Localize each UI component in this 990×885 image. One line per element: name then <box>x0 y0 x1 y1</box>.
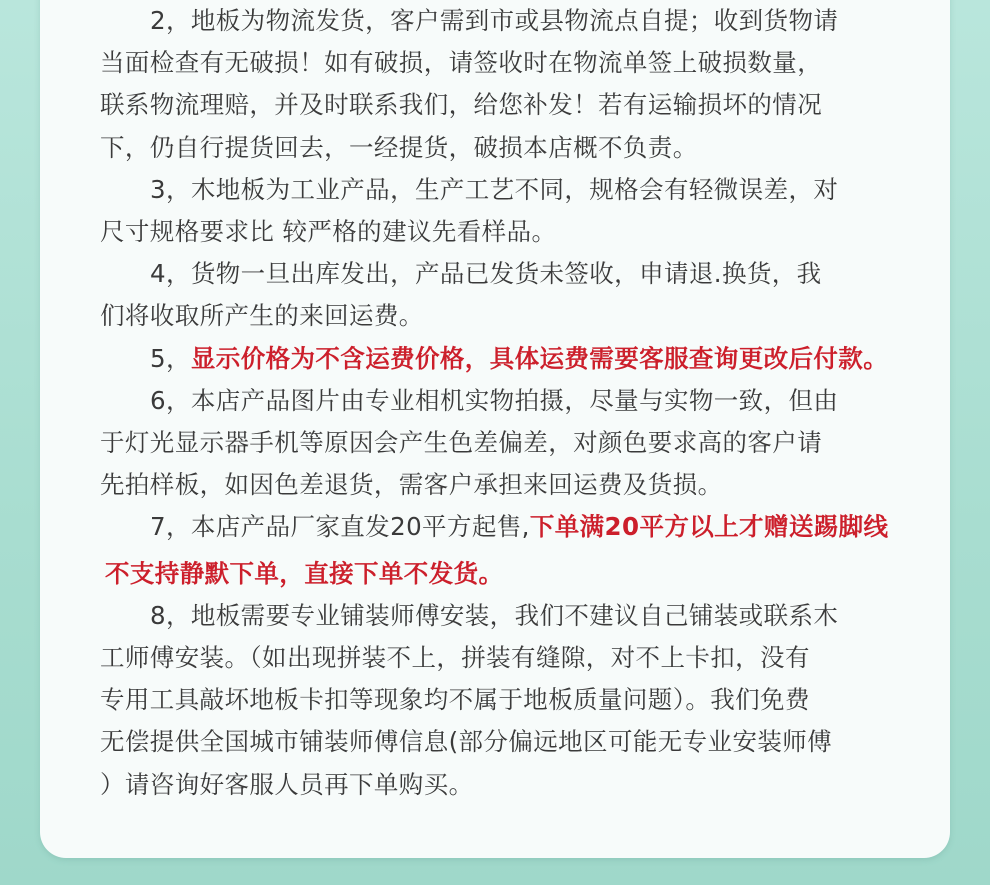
notice-item-2 <box>100 0 900 169</box>
notice-item-5 <box>100 338 900 380</box>
text-line: 下，仍自行提货回去，一经提货，破损本店概不负责。 <box>100 132 698 162</box>
notice-item-8 <box>100 595 900 806</box>
highlight-text-line: 不支持静默下单，直接下单不发货。 <box>105 558 504 588</box>
text-line <box>100 506 900 548</box>
highlight-text: 显示价格为不含运费价格，具体运费需要客服查询更改后付款。 <box>190 343 889 373</box>
text-line: 们将收取所产生的来回运费。 <box>100 301 424 331</box>
highlight-text: 下单满20平方以上才赠送踢脚线 <box>529 512 889 542</box>
notice-item-3 <box>100 169 900 253</box>
text-line: 联系物流理赔，并及时联系我们，给您补发！若有运输损坏的情况 <box>100 90 823 120</box>
item-prefix: 7，本店产品厂家直发20平方起售, <box>150 512 530 542</box>
text-line: 6，本店产品图片由专业相机实物拍摄，尽量与实物一致，但由 <box>150 385 839 415</box>
notice-text <box>100 0 900 806</box>
text-line: 无偿提供全国城市铺装师傅信息(部分偏远地区可能无专业安装师傅 <box>100 727 833 757</box>
text-line: 8，地板需要专业铺装师傅安装，我们不建议自己铺装或联系木 <box>150 600 839 630</box>
text-line: 尺寸规格要求比 较严格的建议先看样品。 <box>100 217 557 247</box>
text-line: 当面检查有无破损！如有破损，请签收时在物流单签上破损数量， <box>100 48 823 78</box>
text-line: 于灯光显示器手机等原因会产生色差偏差，对颜色要求高的客户请 <box>100 428 823 458</box>
text-line: ）请咨询好客服人员再下单购买。 <box>100 769 474 799</box>
notice-item-6 <box>100 380 900 507</box>
text-line: 先拍样板，如因色差退货，需客户承担来回运费及货损。 <box>100 470 723 500</box>
text-line: 专用工具敲坏地板卡扣等现象均不属于地板质量问题）。我们免费 <box>100 685 810 715</box>
notice-item-7 <box>100 506 900 594</box>
text-line: 3，木地板为工业产品，生产工艺不同，规格会有轻微误差，对 <box>150 174 839 204</box>
notice-item-4 <box>100 253 900 337</box>
text-line: 工师傅安装。（如出现拼装不上，拼装有缝隙，对不上卡扣，没有 <box>100 643 810 673</box>
item-prefix: 5， <box>150 343 191 373</box>
text-line: 2，地板为物流发货，客户需到市或县物流点自提；收到货物请 <box>150 6 839 35</box>
text-line: 4，货物一旦出库发出，产品已发货未签收，申请退.换货，我 <box>150 259 822 289</box>
